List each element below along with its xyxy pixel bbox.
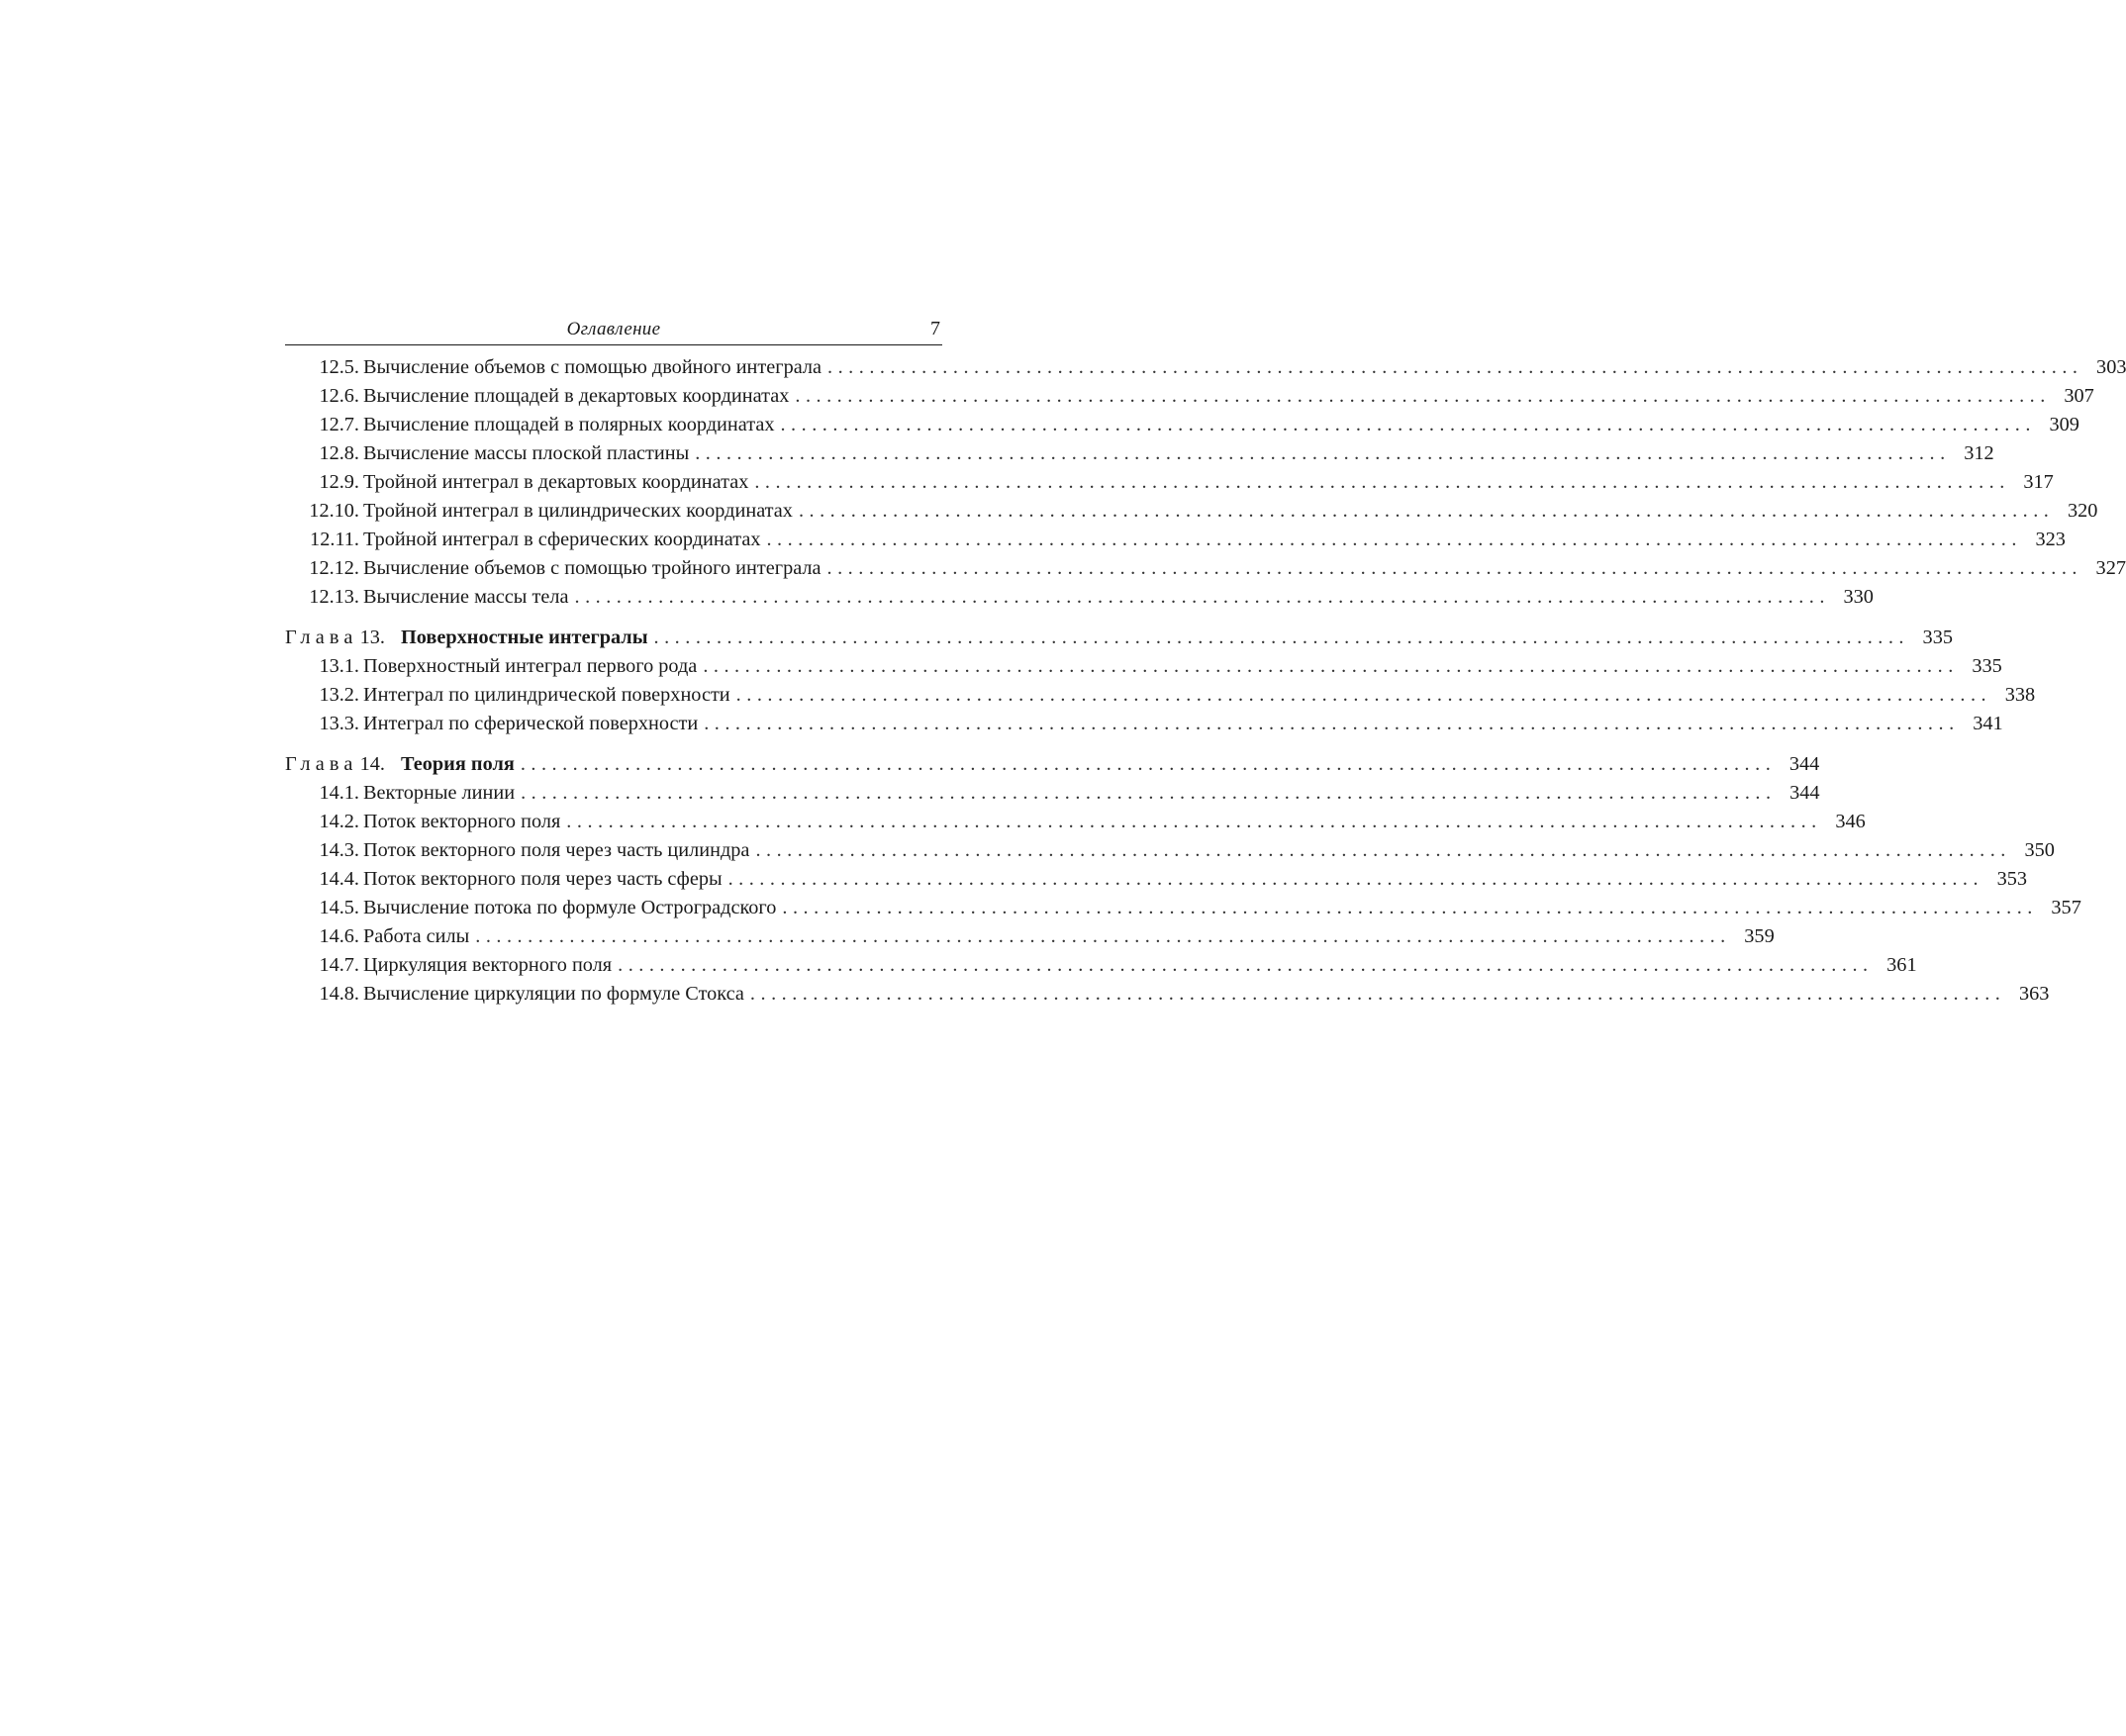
section-title: Вычисление потока по формуле Остроградского (363, 897, 777, 918)
dot-leader: ........................................................................................................................ (782, 897, 2038, 918)
toc-entry[interactable] (285, 779, 1820, 808)
chapter-prefix: Глава (285, 753, 358, 775)
dot-leader: ........................................................................................................................ (704, 713, 1960, 734)
section-page: 341 (1973, 713, 2003, 734)
section-page: 307 (2064, 385, 2094, 407)
section-page: 320 (2067, 500, 2098, 522)
toc-entry[interactable] (285, 710, 2003, 738)
section-page: 357 (2051, 897, 2081, 918)
section-title: Вычисление объемов с помощью двойного интеграла (363, 356, 822, 378)
section-title: Вычисление массы плоской пластины (363, 442, 690, 464)
section-title: Поток векторного поля (363, 811, 561, 832)
section-number: 14.3. (319, 839, 359, 861)
toc-entry[interactable] (285, 526, 2066, 554)
toc-entry[interactable] (285, 652, 2002, 681)
section-number: 12.9. (319, 471, 359, 493)
dot-leader: ........................................................................................................................ (653, 627, 1909, 648)
section-number: 14.2. (319, 811, 359, 832)
dot-leader: ........................................................................................................................ (749, 983, 2006, 1005)
dot-leader: ........................................................................................................................ (735, 684, 1992, 706)
section-title: Тройной интеграл в декартовых координатах (363, 471, 749, 493)
chapter-title: Поверхностные интегралы (401, 627, 648, 648)
section-page: 363 (2018, 983, 2050, 1005)
dot-leader: ........................................................................................................................ (703, 655, 1959, 677)
section-number: 14.6. (319, 925, 359, 947)
chapter-number: 13. (359, 627, 385, 648)
section-number: 14.5. (319, 897, 359, 918)
dot-leader: ........................................................................................................................ (695, 442, 1951, 464)
section-title: Вычисление площадей в декартовых координатах (363, 385, 790, 407)
dot-leader: ........................................................................................................................ (520, 753, 1777, 775)
section-number: 14.8. (319, 983, 359, 1005)
dot-leader: ........................................................................................................................ (475, 925, 1731, 947)
section-title: Тройной интеграл в сферических координатах (363, 529, 761, 550)
toc-entry[interactable] (285, 681, 2036, 710)
dot-leader: ........................................................................................................................ (826, 557, 2082, 579)
section-page: 361 (1886, 954, 1917, 976)
dot-leader: ........................................................................................................................ (727, 868, 1984, 890)
dot-leader: ........................................................................................................................ (754, 471, 2010, 493)
section-number: 12.10. (309, 500, 359, 522)
section-page: 350 (2024, 839, 2055, 861)
toc-entry[interactable] (285, 468, 2054, 497)
section-number: 14.4. (319, 868, 359, 890)
toc-entry[interactable] (285, 554, 2126, 583)
section-number: 13.1. (319, 655, 359, 677)
section-title: Циркуляция векторного поля (363, 954, 613, 976)
section-page: 344 (1789, 782, 1820, 804)
table-of-contents (285, 353, 2126, 1009)
section-title: Поверхностный интеграл первого рода (363, 655, 698, 677)
section-number: 12.5. (319, 356, 359, 378)
section-page: 335 (1972, 655, 2002, 677)
document-page (285, 315, 2126, 1009)
section-number: 12.7. (319, 414, 359, 435)
chapter-page: 344 (1788, 753, 1820, 775)
section-title: Вычисление массы тела (363, 586, 569, 608)
section-number: 14.7. (319, 954, 359, 976)
section-number: 12.8. (319, 442, 359, 464)
toc-entry[interactable] (285, 922, 1775, 951)
section-page: 312 (1964, 442, 1994, 464)
running-title: Оглавление (566, 319, 661, 339)
dot-leader: ........................................................................................................................ (566, 811, 1822, 832)
section-title: Тройной интеграл в цилиндрических координатах (363, 500, 793, 522)
section-number: 12.11. (310, 529, 359, 550)
chapter-entry-14[interactable] (285, 750, 1820, 779)
chapter-entry-13[interactable] (285, 624, 1953, 652)
section-number: 13.2. (319, 684, 359, 706)
dot-leader: ........................................................................................................................ (766, 529, 2022, 550)
toc-entry[interactable] (285, 894, 2081, 922)
toc-entry[interactable] (285, 583, 1874, 612)
dot-leader: ........................................................................................................................ (780, 414, 2036, 435)
section-title: Работа силы (363, 925, 470, 947)
section-number: 12.12. (309, 557, 359, 579)
running-header (285, 315, 942, 345)
page-number: 7 (930, 318, 940, 339)
toc-entry[interactable] (285, 836, 2055, 865)
dot-leader: ........................................................................................................................ (755, 839, 2011, 861)
section-number: 12.13. (309, 586, 359, 608)
dot-leader: ........................................................................................................................ (521, 782, 1777, 804)
chapter-page: 335 (1922, 627, 1953, 648)
toc-entry[interactable] (285, 497, 2098, 526)
toc-entry[interactable] (285, 353, 2126, 382)
dot-leader: ........................................................................................................................ (574, 586, 1830, 608)
section-page: 317 (2023, 471, 2054, 493)
dot-leader: ........................................................................................................................ (798, 500, 2055, 522)
section-page: 323 (2035, 529, 2066, 550)
toc-entry[interactable] (285, 865, 2028, 894)
section-title: Вычисление циркуляции по формуле Стокса (363, 983, 744, 1005)
section-title: Интеграл по сферической поверхности (363, 713, 699, 734)
toc-entry[interactable] (285, 439, 1994, 468)
toc-entry[interactable] (285, 808, 1866, 836)
section-title: Интеграл по цилиндрической поверхности (363, 684, 730, 706)
section-page: 330 (1843, 586, 1874, 608)
toc-entry[interactable] (285, 382, 2094, 411)
toc-entry[interactable] (285, 951, 1917, 980)
section-number: 13.3. (319, 713, 359, 734)
section-title: Вычисление объемов с помощью тройного интеграла (363, 557, 821, 579)
section-page: 303 (2096, 356, 2126, 378)
section-title: Поток векторного поля через часть цилиндра (363, 839, 750, 861)
section-title: Векторные линии (363, 782, 516, 804)
section-page: 338 (2004, 684, 2036, 706)
chapter-prefix: Глава (285, 627, 358, 648)
dot-leader: ........................................................................................................................ (795, 385, 2051, 407)
section-page: 346 (1835, 811, 1866, 832)
section-page: 327 (2095, 557, 2126, 579)
chapter-title: Теория поля (401, 753, 515, 775)
section-number: 14.1. (319, 782, 359, 804)
section-number: 12.6. (319, 385, 359, 407)
toc-entry[interactable] (285, 411, 2079, 439)
toc-entry[interactable] (285, 980, 2050, 1009)
section-page: 353 (1996, 868, 2028, 890)
section-page: 309 (2049, 414, 2079, 435)
dot-leader: ........................................................................................................................ (618, 954, 1874, 976)
chapter-number: 14. (359, 753, 385, 775)
section-title: Вычисление площадей в полярных координатах (363, 414, 775, 435)
section-title: Поток векторного поля через часть сферы (363, 868, 723, 890)
section-page: 359 (1744, 925, 1775, 947)
dot-leader: ........................................................................................................................ (827, 356, 2083, 378)
